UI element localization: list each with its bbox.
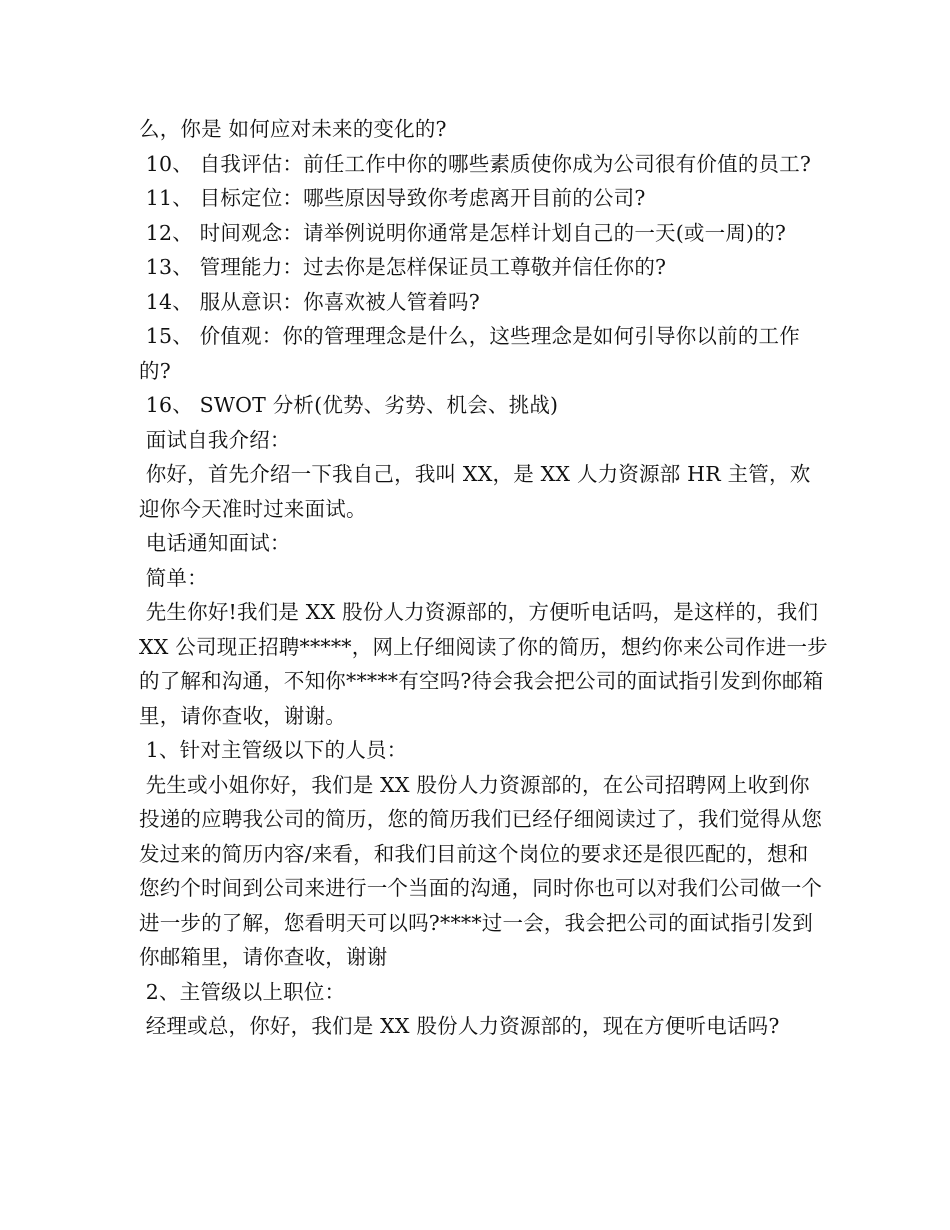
section-heading: 1、针对主管级以下的人员： [139,738,408,762]
document-body [139,112,829,1044]
text-line: 先生或小姐你好，我们是 XX 股份人力资源部的，在公司招聘网上收到你投递的应聘我公司的简历，您的简历我们已经仔细阅读过了，我们觉得从您发过来的简历内容/来看，和我们目前这个岗位的要求还是很匹配的，想和您约个时间到公司来进行一个当面的沟通，同时你也可以对我们公司做一个进一步的了解，您看明天可以吗?****过一会，我会把公司的面试指引发到你邮箱里，请你查收，谢谢 [139,772,823,969]
section-heading: 2、主管级以上职位： [139,979,346,1004]
text-line: 10、 自我评估：前任工作中你的哪些素质使你成为公司很有价值的员工? [139,151,812,176]
text-line: 16、 SWOT 分析(优势、劣势、机会、挑战) [139,393,559,417]
text-line: 15、 价值观：你的管理理念是什么，这些理念是如何引导你以前的工作的? [139,324,800,383]
text-line: 先生你好!我们是 XX 股份人力资源部的，方便听电话吗，是这样的，我们 XX 公司现正招聘*****，网上仔细阅读了你的简历，想约你来公司作进一步的了解和沟通，不知你*****有空吗?待会我会把公司的面试指引发到你邮箱里，请你查收，谢谢。 [139,600,828,728]
text-line: 14、 服从意识：你喜欢被人管着吗? [139,289,480,314]
section-heading: 简单： [139,565,208,590]
text-line: 12、 时间观念：请举例说明你通常是怎样计划自己的一天(或一周)的? [139,220,787,245]
text-line: 你好，首先介绍一下我自己，我叫 XX，是 XX 人力资源部 HR 主管，欢迎你今天准时过来面试。 [139,462,811,521]
section-heading: 面试自我介绍： [139,427,291,452]
text-line: 经理或总，你好，我们是 XX 股份人力资源部的，现在方便听电话吗? [139,1014,780,1038]
text-line: 么，你是 如何应对未来的变化的? [139,117,447,141]
section-heading: 电话通知面试： [139,531,291,555]
text-line: 13、 管理能力：过去你是怎样保证员工尊敬并信任你的? [139,255,667,279]
text-line: 11、 目标定位：哪些原因导致你考虑离开目前的公司? [139,186,646,210]
